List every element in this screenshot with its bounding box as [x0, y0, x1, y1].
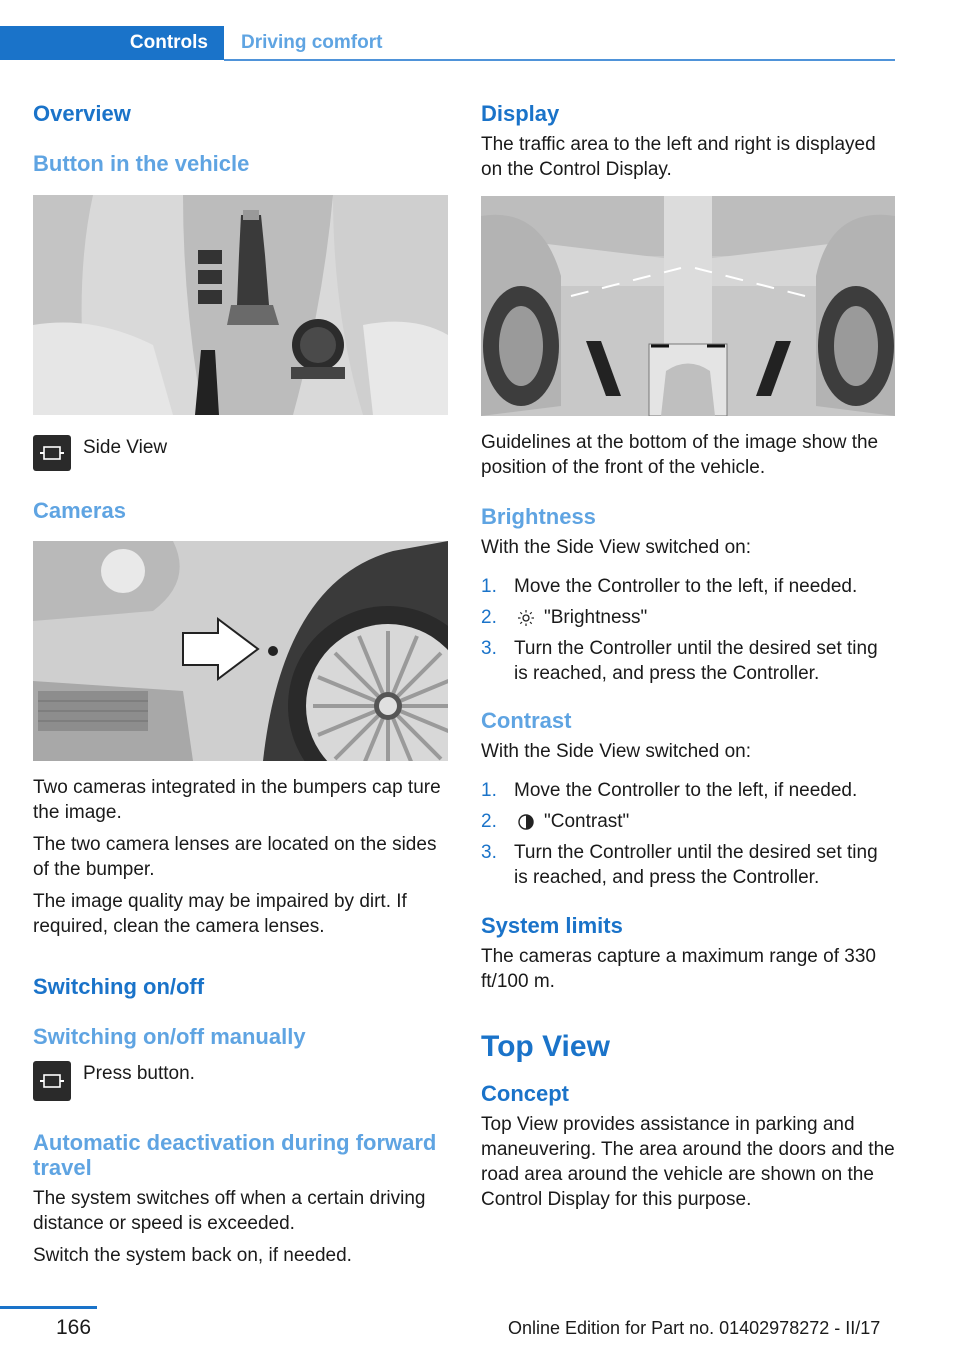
side-view-button-icon	[33, 1061, 71, 1101]
tab-controls: Controls	[0, 26, 224, 60]
figure-control-display	[481, 196, 895, 416]
list-item: 2. "Contrast"	[481, 811, 630, 832]
heading-contrast: Contrast	[481, 708, 572, 733]
heading-top-view: Top View	[481, 1030, 610, 1063]
brightness-steps	[481, 574, 895, 686]
press-button-row	[33, 1061, 448, 1103]
heading-overview: Overview	[33, 101, 131, 126]
list-item: 1. Move the Controller to the left, if needed.	[481, 780, 858, 801]
footer-rule	[0, 1306, 97, 1309]
auto-paragraph-1: The system switches off when a certain driving distance or speed is exceeded.	[33, 1188, 426, 1234]
heading-cameras: Cameras	[33, 498, 126, 523]
side-view-button-icon	[33, 435, 71, 471]
cameras-paragraph-2: The two camera lenses are located on the sides of the bumper.	[33, 834, 437, 880]
brightness-icon	[518, 610, 534, 626]
figure-camera-location	[33, 541, 448, 761]
heading-concept: Concept	[481, 1081, 569, 1106]
heading-switching-manually: Switching on/off manually	[33, 1024, 306, 1049]
cameras-paragraph-1: Two cameras integrated in the bumpers cap ture the image.	[33, 777, 441, 823]
list-item: 3. Turn the Controller until the desired set ting is reached, and press the Controller.	[481, 638, 878, 684]
side-view-button-row	[33, 435, 448, 477]
contrast-intro: With the Side View switched on:	[481, 741, 752, 762]
page-number: 166	[56, 1316, 92, 1339]
right-column	[481, 100, 895, 1212]
auto-paragraph-2: Switch the system back on, if needed.	[33, 1245, 352, 1266]
concept-paragraph: Top View provides assistance in parking and maneuvering. The area around the doors and the road area around the vehicle are shown on the Control Display for this purpose.	[481, 1114, 895, 1210]
guidelines-paragraph: Guidelines at the bottom of the image show the position of the front of the vehicle.	[481, 432, 879, 478]
heading-brightness: Brightness	[481, 504, 596, 529]
list-item: 3. Turn the Controller until the desired set ting is reached, and press the Controller.	[481, 842, 878, 888]
contrast-icon	[518, 814, 534, 830]
figure-center-console	[33, 195, 448, 415]
heading-display: Display	[481, 101, 560, 126]
tab-driving-comfort: Driving comfort	[241, 32, 383, 53]
tab-underline	[224, 59, 895, 61]
display-paragraph: The traffic area to the left and right is displayed on the Control Display.	[481, 134, 876, 180]
side-view-label: Side View	[83, 437, 168, 458]
chapter-tabs	[0, 26, 895, 62]
heading-switching-on-off: Switching on/off	[33, 974, 205, 999]
brightness-intro: With the Side View switched on:	[481, 537, 752, 558]
edition-note: Online Edition for Part no. 01402978272 - II/17	[508, 1318, 881, 1338]
press-button-label: Press button.	[83, 1063, 195, 1084]
list-item: 1. Move the Controller to the left, if needed.	[481, 576, 858, 597]
heading-button-in-vehicle: Button in the vehicle	[33, 151, 250, 176]
left-column	[33, 100, 448, 1268]
contrast-steps	[481, 778, 895, 890]
heading-system-limits: System limits	[481, 913, 623, 938]
limits-paragraph: The cameras capture a maximum range of 330 ft/100 m.	[481, 946, 876, 992]
list-item: 2. "Brightness"	[481, 607, 648, 628]
cameras-paragraph-3: The image quality may be impaired by dirt. If required, clean the camera lenses.	[33, 891, 407, 937]
heading-automatic-deactivation: Automatic deactivation during forward travel	[33, 1130, 437, 1180]
